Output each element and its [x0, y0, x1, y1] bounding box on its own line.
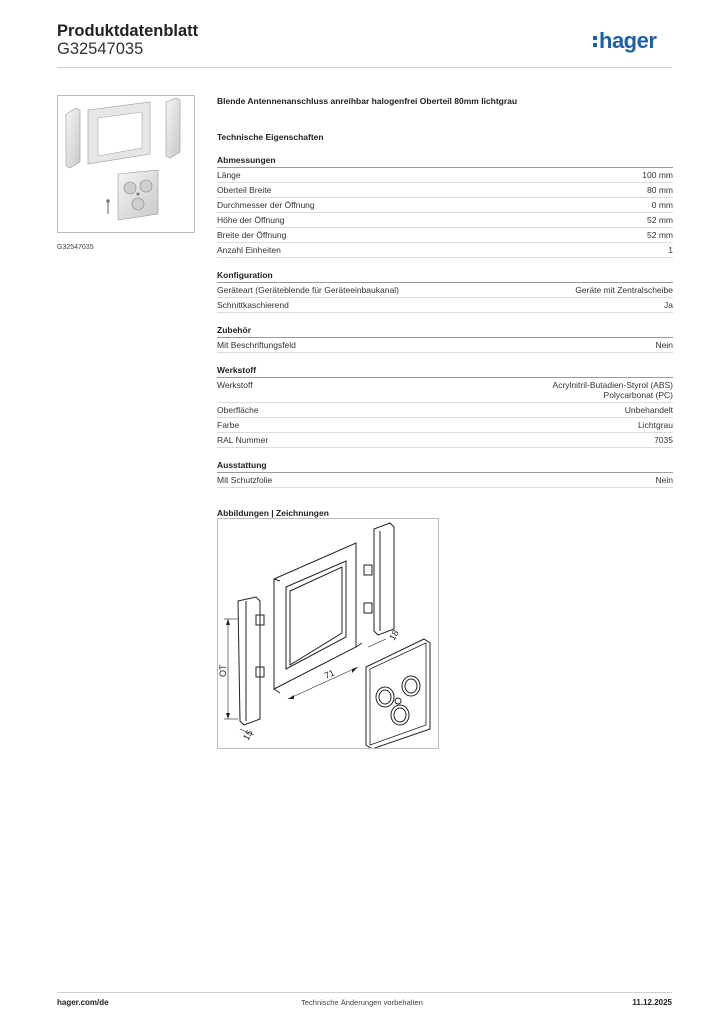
footer-website: hager.com/de	[57, 998, 109, 1007]
property-value: 100 mm	[642, 170, 673, 180]
property-row	[217, 473, 673, 488]
product-thumbnail	[57, 95, 195, 233]
property-label: Durchmesser der Öffnung	[217, 200, 315, 210]
property-label: Länge	[217, 170, 241, 180]
dimension-depth-left-label: 15	[241, 728, 255, 742]
property-value: Geräte mit Zentralscheibe	[575, 285, 673, 295]
property-value: 52 mm	[647, 230, 673, 240]
document-title: Produktdatenblatt	[57, 22, 199, 40]
property-section	[217, 460, 673, 488]
logo-text: hager	[599, 28, 657, 53]
product-details	[217, 96, 673, 518]
property-label: Geräteart (Geräteblende für Geräteeinbaukanal)	[217, 285, 399, 295]
property-value: Nein	[655, 340, 673, 350]
property-label: Mit Schutzfolie	[217, 475, 273, 485]
property-row	[217, 168, 673, 183]
section-title: Konfiguration	[217, 270, 673, 283]
property-row	[217, 418, 673, 433]
property-value: 0 mm	[651, 200, 673, 210]
property-row	[217, 243, 673, 258]
property-value: 7035	[654, 435, 673, 445]
property-label: RAL Nummer	[217, 435, 269, 445]
property-row	[217, 283, 673, 298]
property-row	[217, 433, 673, 448]
property-label: Oberteil Breite	[217, 185, 272, 195]
figures-heading: Abbildungen | Zeichnungen	[217, 508, 329, 518]
property-row	[217, 403, 673, 418]
dimension-height-label: OT	[218, 664, 228, 677]
technical-drawing	[217, 518, 439, 749]
property-section	[217, 270, 673, 313]
section-title: Zubehör	[217, 325, 673, 338]
property-label: Farbe	[217, 420, 240, 430]
dimension-width-label: 71	[322, 667, 336, 681]
property-value: Lichtgrau	[638, 420, 673, 430]
logo-dots-icon	[593, 36, 597, 47]
technical-drawing-icon	[218, 519, 438, 748]
property-row	[217, 338, 673, 353]
property-row	[217, 183, 673, 198]
property-row	[217, 198, 673, 213]
header-divider	[57, 67, 672, 68]
property-value: 1	[668, 245, 673, 255]
thumbnail-caption: G32547035	[57, 244, 94, 251]
footer-date: 11.12.2025	[632, 998, 672, 1007]
dimension-depth-right-label: 18	[387, 628, 401, 642]
property-label: Breite der Öffnung	[217, 230, 287, 240]
property-section	[217, 365, 673, 448]
property-label: Werkstoff	[217, 380, 253, 390]
property-label: Mit Beschriftungsfeld	[217, 340, 296, 350]
property-value: 80 mm	[647, 185, 673, 195]
section-title: Werkstoff	[217, 365, 673, 378]
property-section	[217, 325, 673, 353]
product-title: Blende Antennenanschluss anreihbar halogenfrei Oberteil 80mm lichtgrau	[217, 96, 518, 106]
property-row	[217, 213, 673, 228]
property-label: Schnittkaschierend	[217, 300, 289, 310]
product-thumbnail-icon	[58, 96, 194, 232]
properties-heading: Technische Eigenschaften	[217, 132, 324, 142]
footer-divider	[57, 992, 672, 993]
section-title: Abmessungen	[217, 155, 673, 168]
property-value: Ja	[664, 300, 673, 310]
section-title: Ausstattung	[217, 460, 673, 473]
property-label: Oberfläche	[217, 405, 259, 415]
hager-logo	[593, 28, 656, 54]
property-value: Unbehandelt	[624, 405, 673, 415]
property-value: Acrylnitril-Butadien-Styrol (ABS) Polycarbonat (PC)	[552, 380, 673, 400]
property-row	[217, 378, 673, 403]
property-label: Anzahl Einheiten	[217, 245, 281, 255]
footer-notice: Technische Änderungen vorbehalten	[301, 998, 423, 1007]
property-sections	[217, 155, 673, 488]
article-number: G32547035	[57, 40, 144, 58]
property-row	[217, 298, 673, 313]
property-section	[217, 155, 673, 258]
property-value: Nein	[655, 475, 673, 485]
property-value: 52 mm	[647, 215, 673, 225]
property-label: Höhe der Öffnung	[217, 215, 285, 225]
property-row	[217, 228, 673, 243]
